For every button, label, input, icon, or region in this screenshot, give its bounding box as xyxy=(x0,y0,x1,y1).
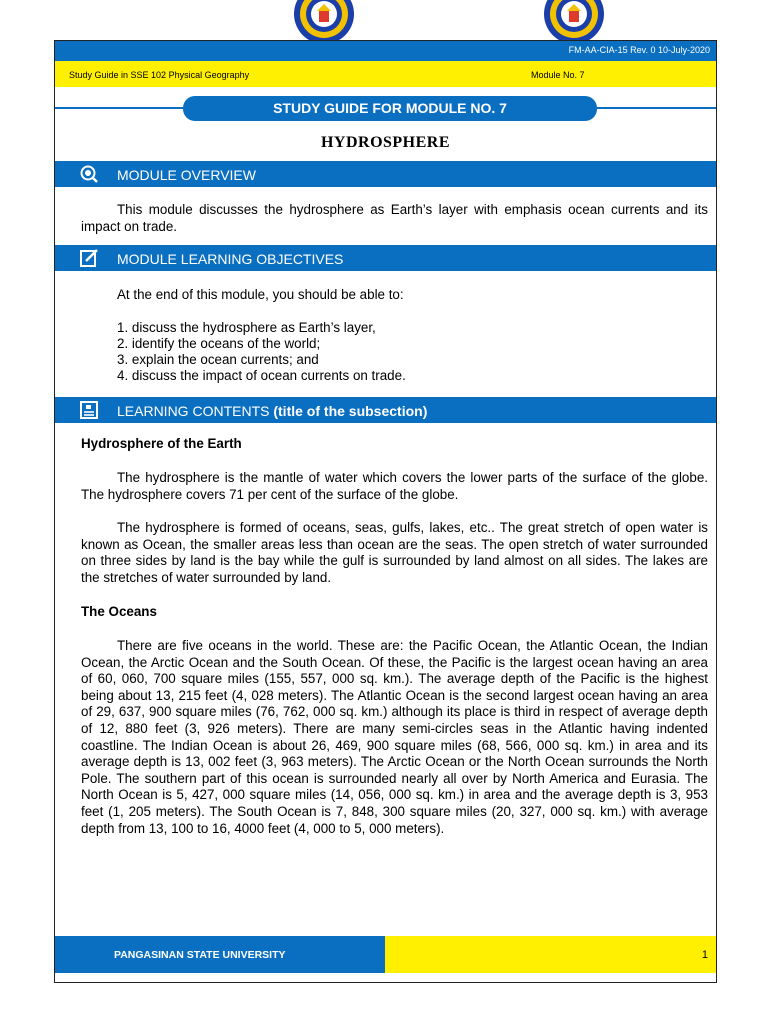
form-code: FM-AA-CIA-15 Rev. 0 10-July-2020 xyxy=(568,45,710,55)
university-name: PANGASINAN STATE UNIVERSITY xyxy=(114,949,286,961)
section-contents xyxy=(55,397,716,423)
header-bar xyxy=(55,41,716,61)
module-number: Module No. 7 xyxy=(531,70,585,80)
section-heading: LEARNING CONTENTS (title of the subsection) xyxy=(117,403,428,419)
university-seal-icon xyxy=(541,0,607,44)
list-item: 3. explain the ocean currents; and xyxy=(117,352,319,367)
list-item: 4. discuss the impact of ocean currents on trade. xyxy=(117,368,406,383)
subsection-heading: The Oceans xyxy=(81,604,157,619)
section-heading: MODULE OVERVIEW xyxy=(117,167,256,183)
course-name: Study Guide in SSE 102 Physical Geography xyxy=(69,70,250,80)
subsection-heading: Hydrosphere of the Earth xyxy=(81,436,242,451)
paragraph: The hydrosphere is formed of oceans, seas, gulfs, lakes, etc.. The great stretch of open water is known as Ocean, the smaller areas less than ocean are the seas. The open stretch of water surrounded on three sides by land is the bay while the gulf is surrounded by land almost on all sides. The lakes are the stretches of water surrounded by land. xyxy=(81,520,708,585)
page-number: 1 xyxy=(701,949,708,961)
section-overview xyxy=(55,161,716,187)
objectives-intro: At the end of this module, you should be able to: xyxy=(117,287,404,302)
section-heading-suffix: (title of the subsection) xyxy=(273,403,428,419)
page-title: HYDROSPHERE xyxy=(320,134,451,151)
footer-university xyxy=(55,936,385,973)
overview-text: This module discusses the hydrosphere as Earth’s layer with emphasis ocean currents and its impact on trade. xyxy=(81,202,708,234)
section-objectives xyxy=(55,245,716,271)
list-item: 1. discuss the hydrosphere as Earth’s layer, xyxy=(117,320,376,335)
objectives-list xyxy=(117,320,406,384)
section-heading: MODULE LEARNING OBJECTIVES xyxy=(117,251,344,267)
document-icon xyxy=(79,400,99,420)
paragraph: There are five oceans in the world. These are: the Pacific Ocean, the Atlantic Ocean, the Indian Ocean, the Arctic Ocean and the South Ocean. Of these, the Pacific is the largest ocean having an area of 60, 060, 700 square miles (155, 557, 000 sq. km.). The average depth of the Pacific is the highest being about 13, 215 feet (4, 028 meters). The Atlantic Ocean is the second largest ocean having an area of 29, 637, 900 square miles (76, 762, 000 sq. km.) although its place is third in respect of average depth of 12, 880 feet (3, 926 meters). There are many semi-circles seas in the Atlantic having indented coastline. The Indian Ocean is about 26, 469, 900 square miles (68, 566, 000 sq. km.) in area and its average depth is 13, 002 feet (3, 963 meters). The Arctic Ocean or the North Ocean surrounds the North Pole. The southern part of this ocean is surrounded nearly all over by North America and Eurasia. The North Ocean is 5, 427, 000 square miles (14, 056, 000 sq. km.) in area and the average depth is 3, 953 feet (1, 205 meters). The South Ocean is 7, 848, 300 square miles (20, 327, 000 sq. km.) with average depth from 13, 100 to 16, 4000 feet (4, 000 to 5, 000 meters). xyxy=(81,638,708,836)
paragraph: The hydrosphere is the mantle of water which covers the lower parts of the surface of the globe. The hydrosphere covers 71 per cent of the surface of the globe. xyxy=(81,470,708,502)
edit-icon xyxy=(79,248,99,268)
university-seal-icon xyxy=(291,0,357,44)
list-item: 2. identify the oceans of the world; xyxy=(117,336,321,351)
course-bar xyxy=(55,61,716,87)
footer-page xyxy=(385,936,716,973)
magnifier-icon xyxy=(79,164,99,184)
study-guide-banner: STUDY GUIDE FOR MODULE NO. 7 xyxy=(183,96,597,121)
